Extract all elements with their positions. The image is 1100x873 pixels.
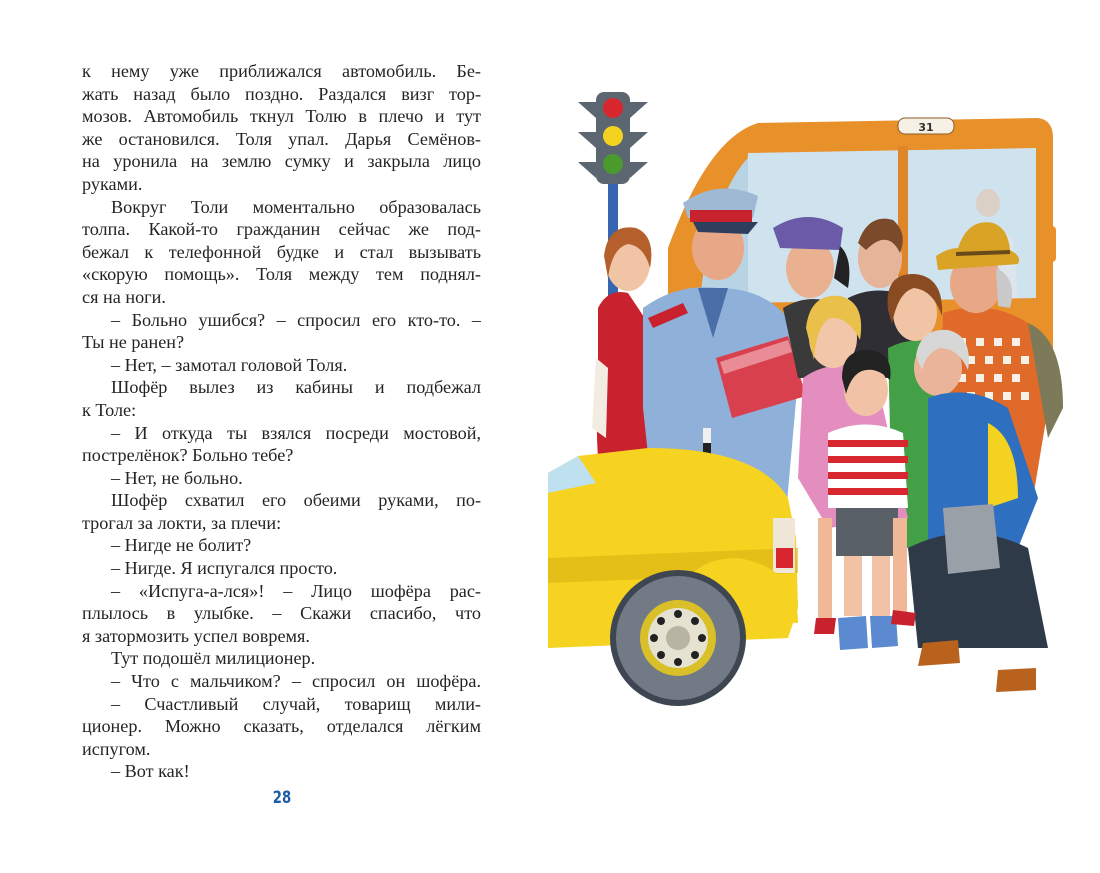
text-line: – Нигде не болит? <box>111 535 252 556</box>
text-line: руками. <box>82 173 143 194</box>
text-line: к нему уже приближался автомобиль. Бе- <box>82 61 481 81</box>
text-line: же остановился. Толя упал. Дарья Семёнов- <box>82 128 481 149</box>
text-line: – Нет, – замотал головой Толя. <box>111 354 348 375</box>
text-line: – Что с мальчиком? – спросил он шофёра. <box>111 671 481 692</box>
story-text <box>82 60 481 783</box>
yellow-car <box>548 448 798 706</box>
text-line: ционер. Можно сказать, отделался лёгким <box>82 716 481 737</box>
text-line: – Больно ушибся? – спросил его кто-то. – <box>111 309 481 330</box>
text-line: толпа. Какой-то гражданин сейчас же под- <box>82 219 481 240</box>
street-scene-illustration <box>548 78 1074 708</box>
left-page <box>82 60 481 783</box>
text-line: – Вот как! <box>111 761 190 782</box>
text-line: Вокруг Толи моментально образовалась <box>111 196 481 217</box>
text-line: Шофёр вылез из кабины и подбежал <box>111 377 481 398</box>
text-line: я затормозить успел вовремя. <box>82 625 310 646</box>
text-line: – Нигде. Я испугался просто. <box>111 558 338 579</box>
text-line: плылось в улыбке. – Скажи спасибо, что <box>82 603 481 624</box>
text-line: к Толе: <box>82 399 137 420</box>
page-number: 28 <box>272 788 292 808</box>
text-line: «скорую помощь». Толя между тем поднял- <box>82 264 481 285</box>
text-line: – И откуда ты взялся посреди мостовой, <box>111 422 481 443</box>
bus-number: 31 <box>918 121 934 134</box>
text-line: трогал за локти, за плечи: <box>82 512 282 533</box>
text-line: ся на ноги. <box>82 286 166 307</box>
text-line: Ты не ранен? <box>82 332 185 353</box>
text-line: – Счастливый случай, товарищ мили- <box>111 693 481 714</box>
text-line: Шофёр схватил его обеими руками, по- <box>111 490 481 511</box>
text-line: Тут подошёл милиционер. <box>111 648 316 669</box>
text-line: испугом. <box>82 738 151 759</box>
text-line: – Нет, не больно. <box>111 467 243 488</box>
text-line: пострелёнок? Больно тебе? <box>82 445 294 466</box>
text-line: – «Испуга-а-лся»! – Лицо шофёра рас- <box>111 580 481 601</box>
text-line: мозов. Автомобиль ткнул Толю в плечо и тут <box>82 106 481 127</box>
text-line: жать назад было поздно. Раздался визг тор- <box>82 83 481 104</box>
text-line: на уронила на землю сумку и закрыла лицо <box>82 151 481 172</box>
text-line: бежал к телефонной будке и стал вызывать <box>82 241 481 262</box>
